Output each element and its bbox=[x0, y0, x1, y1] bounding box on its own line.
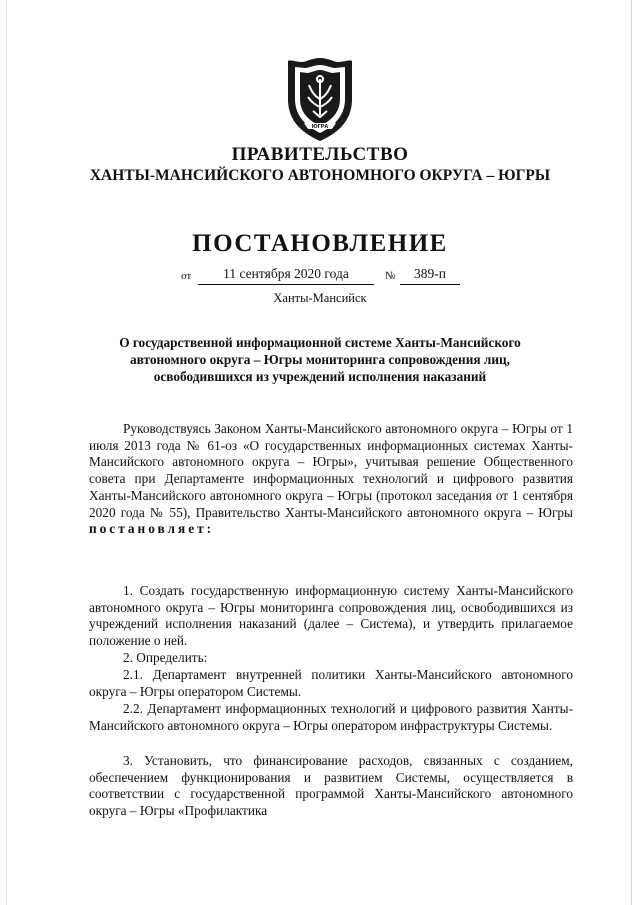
number-label: № bbox=[385, 270, 396, 282]
date-label: от bbox=[181, 270, 192, 282]
clause-3: 3. Установить, что финансирование расходов, связанных с созданием, обеспечением функционирования и развитием Системы, осуществляется в соответствии с государственной программой Ханты-Мансийского автономного округа – Югры «Профилактика bbox=[89, 753, 573, 819]
clause-2-2: 2.2. Департамент информационных технологий и цифрового развития Ханты-Мансийского автономного округа – Югры оператором инфраструктуры Системы. bbox=[89, 701, 573, 733]
emblem-caption: ЮГРА bbox=[311, 124, 329, 130]
decree-title-line: освободившихся из учреждений исполнения наказаний bbox=[153, 369, 487, 384]
government-heading: ПРАВИТЕЛЬСТВО bbox=[231, 144, 409, 165]
city-name: Ханты-Мансийск bbox=[273, 291, 367, 305]
decree-title-line: автономного округа – Югры мониторинга сопровождения лиц, bbox=[129, 352, 510, 367]
clause-2-1: 2.1. Департамент внутренней политики Ханты-Мансийского автономного округа – Югры оператором Системы. bbox=[89, 667, 573, 699]
decree-title bbox=[0, 334, 640, 385]
preamble-text: Руководствуясь Законом Ханты-Мансийского автономного округа – Югры от 1 июля 2013 года № 61-оз «О государственных информационных системах Ханты-Мансийского автономного округа – Югры», учитывая решение Общественного совета при Департаменте информационных технологий и цифрового развития Ханты-Мансийского автономного округа – Югры (протокол заседания от 1 сентября 2020 года № 55), Правительство Ханты-Мансийского автономного округа – Югры bbox=[89, 421, 573, 520]
decree-title-line: О государственной информационной системе Ханты-Мансийского bbox=[119, 335, 521, 350]
clause-1: 1. Создать государственную информационную систему Ханты-Мансийского автономного округа – Югры мониторинга сопровождения лиц, освободившихся из учреждений исполнения наказаний (далее – Система), и утвердить прилагаемое положение о ней. bbox=[89, 583, 573, 649]
decree-number: 389-п bbox=[400, 266, 460, 285]
scan-edge-left bbox=[6, 0, 7, 905]
coat-of-arms-icon bbox=[282, 55, 358, 143]
clause-2: 2. Определить: bbox=[123, 650, 208, 665]
document-type-heading: ПОСТАНОВЛЕНИЕ bbox=[192, 230, 448, 257]
decree-date-line bbox=[0, 266, 640, 288]
region-heading: ХАНТЫ-МАНСИЙСКОГО АВТОНОМНОГО ОКРУГА – ЮГРЫ bbox=[89, 167, 551, 184]
scan-edge-right bbox=[631, 0, 632, 905]
decree-date: 11 сентября 2020 года bbox=[198, 266, 374, 285]
decree-verb: постановляет: bbox=[89, 521, 215, 537]
preamble-paragraph bbox=[89, 421, 573, 538]
